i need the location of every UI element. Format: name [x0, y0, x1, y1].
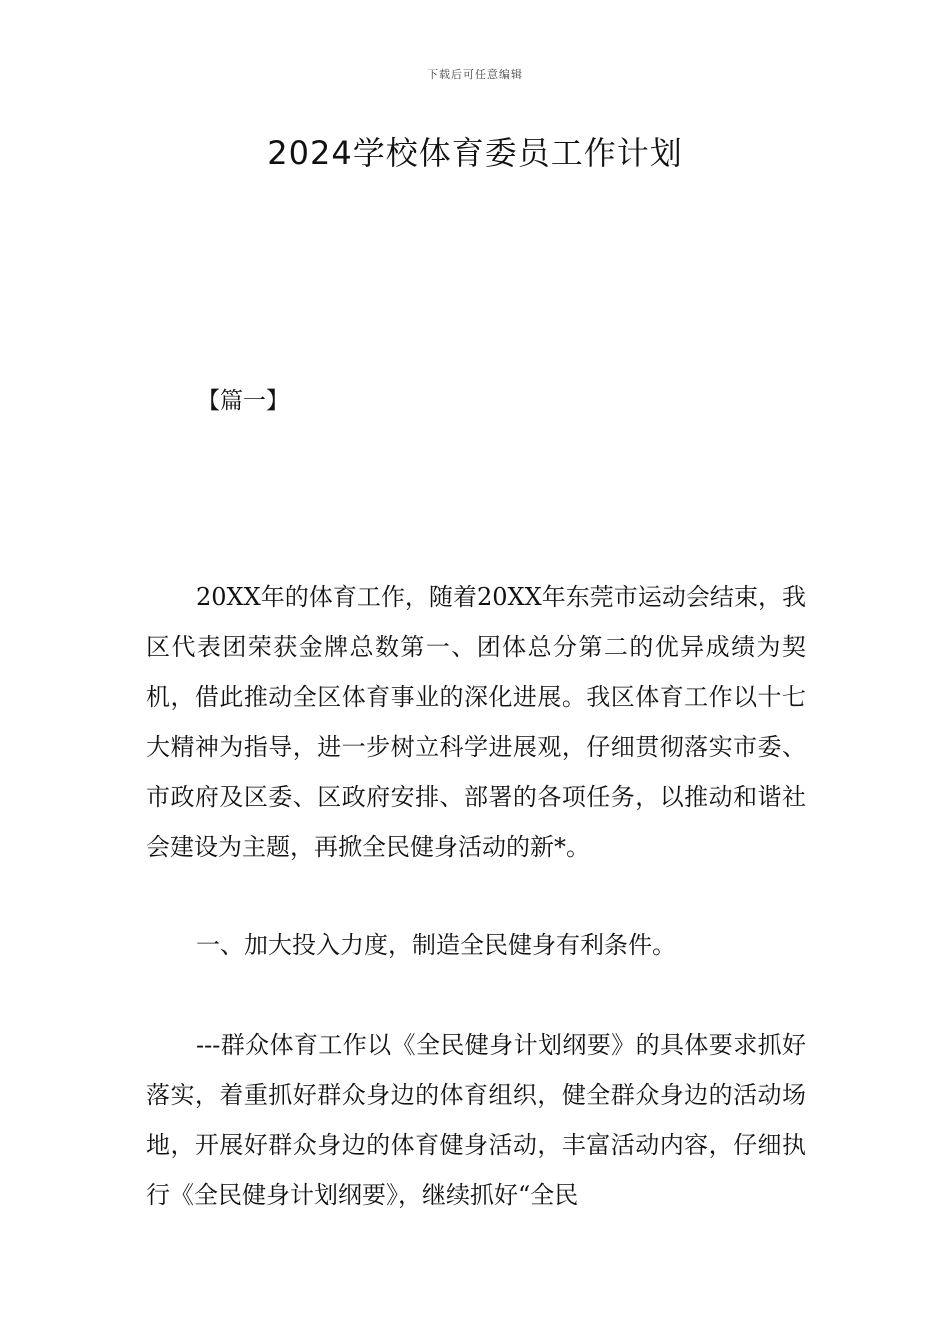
document-title: 2024学校体育委员工作计划 — [267, 134, 683, 172]
paragraph-mass-sports: ---群众体育工作以《全民健身计划纲要》的具体要求抓好落实，着重抓好群众身边的体育组织，健全群众身边的活动场地，开展好群众身边的体育健身活动，丰富活动内容，仔细执行《全民健身计划纲要》，继续抓好“全民 — [146, 1031, 806, 1209]
paragraph-heading-one: 一、加大投入力度，制造全民健身有利条件。 — [196, 931, 676, 959]
paragraph-intro: 20XX年的体育工作，随着20XX年东莞市运动会结束，我区代表团荣获金牌总数第一、团体总分第二的优异成绩为契机，借此推动全区体育事业的深化进展。我区体育工作以十七大精神为指导，进一步树立科学进展观，仔细贯彻落实市委、市政府及区委、区政府安排、部署的各项任务，以推动和谐社会建设为主题，再掀全民健身活动的新*。 — [146, 583, 806, 861]
header-note: 下载后可任意编辑 — [427, 68, 523, 81]
section-label: 【篇一】 — [197, 388, 289, 414]
